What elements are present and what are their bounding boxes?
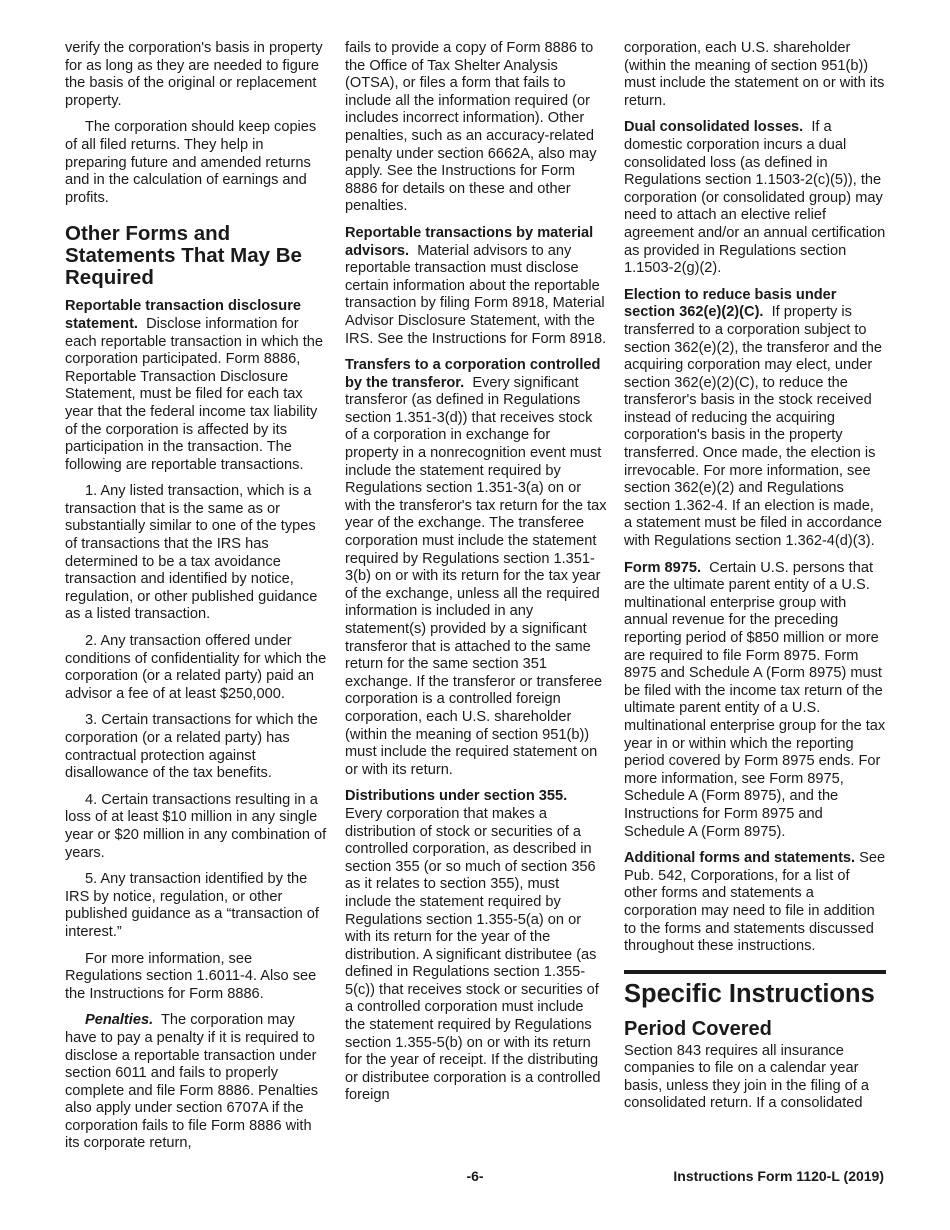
paragraph: The corporation should keep copies of all filed returns. They help in preparing future and amended returns and in the calculation of earnings and profits. <box>65 119 317 206</box>
list-item: 4. Certain transactions resulting in a loss of at least $10 million in any single year or $20 million in any combination of years. <box>65 791 327 861</box>
list-item: 5. Any transaction identified by the IRS by notice, regulation, or other published guidance as a “transaction of interest.” <box>65 871 319 940</box>
specific-instructions-heading: Specific Instructions <box>624 979 875 1008</box>
column-1 <box>65 40 327 1162</box>
paragraph: corporation, each U.S. shareholder (within the meaning of section 951(b)) must include the statement on or with its return. <box>624 40 885 109</box>
list-item: 3. Certain transactions for which the corporation (or a related party) has contractual protection against disallowance of the tax benefits. <box>65 712 318 782</box>
material-advisors-paragraph <box>345 225 607 348</box>
paragraph-body: Material advisors to any reportable transaction must disclose certain information about the reportable transaction by filing Form 8918, Material Advisor Disclosure Statement, with the IRS. See the Instructions for Form 8918. <box>345 242 607 347</box>
paragraph: fails to provide a copy of Form 8886 to the Office of Tax Shelter Analysis (OTSA), or files a form that fails to include all the information required (or includes incorrect information). Other penalties, such as an accuracy-related penalty under section 6662A, also may apply. See the Instructions for Form 8886 for details on these and other penalties. <box>345 40 597 215</box>
additional-forms-paragraph <box>624 850 886 956</box>
period-covered-heading: Period Covered <box>624 1017 772 1040</box>
run-in-heading: Reportable transactions by material advisors. <box>345 224 594 259</box>
section-heading: Other Forms and Statements That May Be Required <box>65 222 302 290</box>
paragraph: Section 843 requires all insurance companies to file on a calendar year basis, unless they join in the filing of a consolidated return. If a consolidated <box>624 1042 869 1112</box>
run-in-heading: Distributions under section 355. <box>345 788 568 805</box>
paragraph: For more information, see Regulations section 1.6011-4. Also see the Instructions for Form 8886. <box>65 950 317 1002</box>
column-2 <box>345 40 607 1114</box>
paragraph-body: Disclose information for each reportable transaction in which the corporation participated. Form 8886, Reportable Transaction Disclosure Statement, must be filed for each tax year that the federal income tax liability of the corporation is affected by its participation in the transaction. The following are reportable transactions. <box>65 315 323 473</box>
distributions-paragraph <box>345 788 607 1105</box>
election-paragraph <box>624 287 886 551</box>
paragraph-body: Every corporation that makes a distribution of stock or securities of a controlled corporation, as described in section 355 (or so much of section 356 as it relates to section 355), must include the statement required by Regulations section 1.355-5(a) on or with its return for the year of the distribution. A significant distributee (as defined in Regulations section 1.355-5(c)) that receives stock or securities of a controlled corporation must include the statement required by Regulations section 1.355-5(b) on or with its return for the year of receipt. If the distributing or distributee corporation is a controlled foreign <box>345 805 601 1104</box>
paragraph: verify the corporation's basis in property for as long as they are needed to figure the basis of the original or replacement property. <box>65 40 323 109</box>
paragraph-body: If property is transferred to a corporation subject to section 362(e)(2), the transferor and the acquiring corporation may elect, under section 362(e)(2)(C), to reduce the transferor's basis in the stock received instead of reducing the acquiring corporation's basis in the property transferred. Once made, the election is irrevocable. For more information, see section 362(e)(2) and Regulations section 1.362-4. If an election is made, a statement must be filed in accordance with Regulations section 1.362-4(d)(3). <box>624 304 882 550</box>
run-in-heading: Penalties. <box>85 1012 154 1029</box>
run-in-heading: Additional forms and statements. <box>624 850 856 867</box>
paragraph-body: Every significant transferor (as defined in Regulations section 1.351-3(d)) that receives stock of a corporation in exchange for property in a nonrecognition event must include the statement required by Regulations section 1.351-3(a) on or with the transferor's tax return for the tax year of the exchange. The transferee corporation must include the statement required by Regulations section 1.351-3(b) on or with its return for the tax year of the exchange, unless all the required information is included in any statement(s) provided by a significant transferor that is attached to the same return for the same section 351 exchange. If the transferor or transferee corporation is a controlled foreign corporation, each U.S. shareholder (within the meaning of section 951(b)) must include the required statement on or with its return. <box>345 374 607 778</box>
page-number: -6- <box>466 1168 484 1184</box>
reportable-transaction-paragraph <box>65 298 327 474</box>
paragraph-body: If a domestic corporation incurs a dual consolidated loss (as defined in Regulations section 1.1503-2(c)(5)), the corporation (or consolidated group) may need to attach an elective relief agreement and/or an annual certification as provided in Regulations section 1.1503-2(g)(2). <box>624 119 886 277</box>
penalties-paragraph <box>65 1012 327 1153</box>
run-in-heading: Reportable transaction disclosure statement. <box>65 298 301 332</box>
paragraph-body: See Pub. 542, Corporations, for a list of other forms and statements a corporation may need to file in addition to the forms and statements discussed throughout these instructions. <box>624 850 886 955</box>
list-item: 1. Any listed transaction, which is a transaction that is the same as or substantially similar to one of the types of transactions that the IRS has determined to be a tax avoidance transaction and identified by notice, regulation, or other published guidance as a listed transaction. <box>65 483 318 623</box>
paragraph-body: The corporation may have to pay a penalty if it is required to disclose a reportable transaction under section 6011 and fails to properly complete and file Form 8886. Penalties also apply under section 6707A if the corporation fails to file Form 8886 with its corporate return, <box>65 1012 319 1152</box>
run-in-heading: Transfers to a corporation controlled by the transferor. <box>345 357 601 391</box>
run-in-heading: Election to reduce basis under section 362(e)(2)(C). <box>624 286 837 321</box>
run-in-heading: Form 8975. <box>624 559 702 576</box>
transfers-paragraph <box>345 357 607 779</box>
dual-consolidated-paragraph <box>624 119 886 277</box>
footer-form-title: Instructions Form 1120-L (2019) <box>673 1168 884 1184</box>
section-rule <box>624 970 886 974</box>
run-in-heading: Dual consolidated losses. <box>624 119 804 136</box>
paragraph-body: Certain U.S. persons that are the ultimate parent entity of a U.S. multinational enterprise group with annual revenue for the preceding reporting period of $850 million or more are required to file Form 8975. Form 8975 and Schedule A (Form 8975) must be filed with the income tax return of the ultimate parent entity of a U.S. multinational enterprise group for the tax year in or within which the reporting period covered by Form 8975 ends. For more information, see Form 8975, Schedule A (Form 8975), and the Instructions for Form 8975 and Schedule A (Form 8975). <box>624 559 886 840</box>
form-8975-paragraph <box>624 560 886 842</box>
column-3 <box>624 40 886 1122</box>
list-item: 2. Any transaction offered under conditions of confidentiality for which the corporation (or a related party) paid an advisor a fee of at least $250,000. <box>65 633 327 702</box>
